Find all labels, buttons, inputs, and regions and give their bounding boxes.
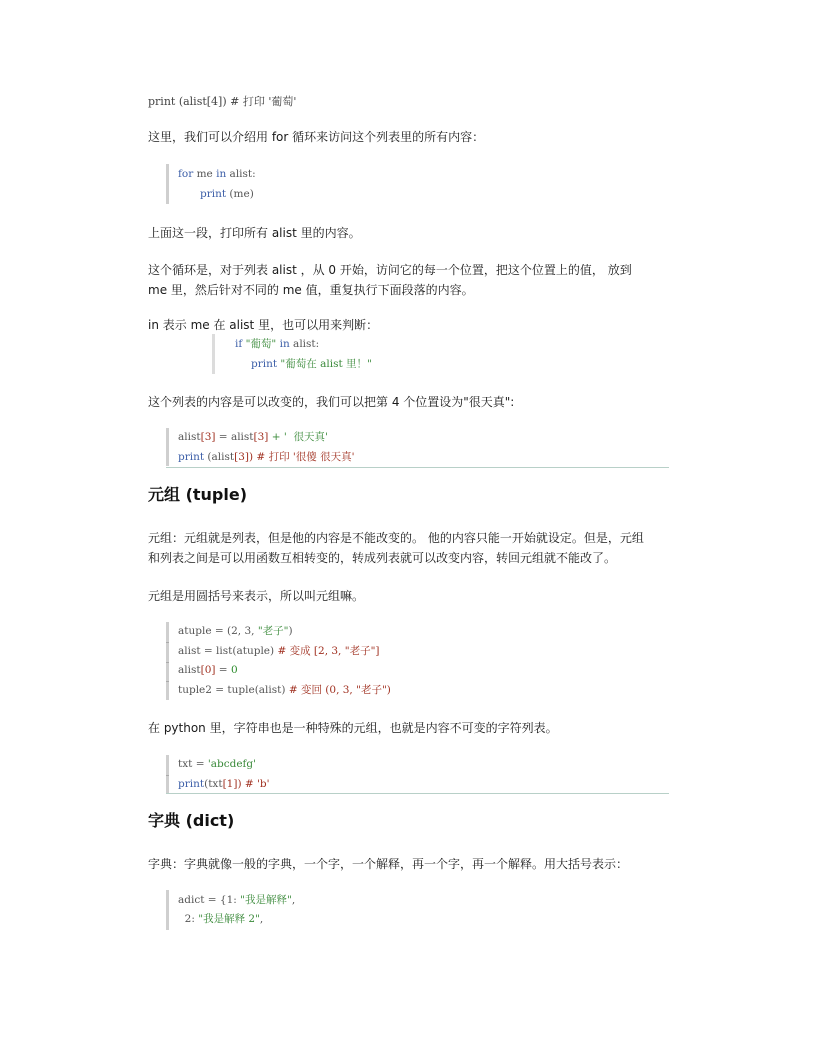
- paragraph-tuple-line-3: 元组是用圆括号来表示，所以叫元组嘛。: [148, 589, 365, 603]
- code-index: [1]: [222, 778, 238, 790]
- keyword-for: for: [178, 168, 194, 180]
- paragraph-string: 在 python 里，字符串也是一种特殊的元组，也就是内容不可变的字符列表。: [148, 721, 558, 735]
- heading-dict: 字典 (dict): [148, 811, 235, 830]
- code-token: alist:: [226, 168, 256, 180]
- code-line: [178, 777, 270, 791]
- keyword-print: print: [178, 451, 205, 463]
- keyword-print: print: [200, 188, 227, 200]
- code-line: [251, 357, 372, 371]
- keyword-in: in: [279, 338, 290, 350]
- code-token: alist: [178, 664, 201, 676]
- paragraph-change: 这个列表的内容是可以改变的，我们可以把第 4 个位置设为"很天真":: [148, 395, 515, 409]
- paragraph-for-intro: 这里，我们可以介绍用 for 循环来访问这个列表里的所有内容：: [148, 130, 485, 144]
- code-line: [235, 337, 319, 351]
- code-token: adict = {1:: [178, 894, 241, 906]
- paragraph-print-all: 上面这一段，打印所有 alist 里的内容。: [148, 226, 361, 240]
- code-line: [178, 624, 293, 638]
- code-line: [178, 893, 295, 907]
- code-line: [178, 450, 355, 464]
- paragraph-tuple-line-2: 和列表之间是可以用函数互相转变的，转成列表就可以改变内容，转回元组就不能改了。: [148, 551, 617, 565]
- code-line: [178, 430, 328, 444]
- string-literal: 'abcdefg': [207, 758, 257, 770]
- code-line: [178, 683, 391, 697]
- code-token: alist = list(atuple): [178, 645, 278, 657]
- code-block-dict: [166, 890, 296, 930]
- code-line: [200, 187, 254, 201]
- code-token: ,: [291, 894, 296, 906]
- code-token: me: [193, 168, 217, 180]
- code-block-string: [166, 755, 270, 793]
- code-block-tuple: [166, 622, 391, 700]
- string-literal: "我是解释": [240, 894, 292, 906]
- code-index: [0]: [200, 664, 216, 676]
- keyword-if: if: [235, 338, 243, 350]
- keyword-in: in: [216, 168, 227, 180]
- code-line-marker: [166, 775, 169, 776]
- code-token: atuple = (2, 3,: [178, 625, 258, 637]
- code-token: ,: [259, 913, 264, 925]
- code-token: txt =: [178, 758, 208, 770]
- code-block-if: [212, 334, 372, 374]
- string-literal: "我是解释 2": [198, 913, 260, 925]
- heading-tuple: 元组 (tuple): [148, 485, 248, 504]
- code-index: [3]: [200, 431, 216, 443]
- code-token: (alist: [204, 451, 235, 463]
- code-line-print-alist4: print (alist[4]) # 打印 '葡萄': [148, 95, 297, 108]
- keyword-print: print: [178, 778, 205, 790]
- code-line: [178, 644, 380, 658]
- code-line-marker: [166, 681, 169, 682]
- code-token: = alist: [215, 431, 254, 443]
- string-literal: "老子": [257, 625, 289, 637]
- code-line-marker: [166, 642, 169, 643]
- paragraph-tuple-line-1: 元组：元组就是列表，但是他的内容是不能改变的。 他的内容只能一开始就设定。但是，元组: [148, 531, 644, 545]
- code-index: [3]: [234, 451, 249, 463]
- code-token: =: [215, 664, 231, 676]
- divider: [166, 793, 669, 794]
- code-block-for: [166, 164, 256, 204]
- string-literal: "葡萄": [242, 338, 280, 350]
- number-literal: 0: [230, 664, 238, 676]
- paragraph-dict: 字典：字典就像一般的字典，一个字，一个解释，再一个字，再一个解释。用大括号表示：: [148, 857, 629, 871]
- code-line-marker: [166, 662, 169, 663]
- code-token: tuple2 = tuple(alist): [178, 684, 289, 696]
- string-literal: "葡萄在 alist 里！": [277, 358, 372, 370]
- code-token: alist: [178, 431, 201, 443]
- code-token: ): [288, 625, 293, 637]
- code-token: alist:: [289, 338, 320, 350]
- code-block-change: [166, 428, 355, 466]
- code-comment: # 变回 (0, 3, "老子"): [288, 684, 391, 696]
- divider: [166, 467, 669, 468]
- string-literal: + ' 很天真': [268, 431, 328, 443]
- code-index: [3]: [253, 431, 269, 443]
- code-line: [178, 167, 256, 181]
- code-comment: # 变成 [2, 3, "老子"]: [277, 645, 380, 657]
- code-line: [178, 912, 263, 926]
- paragraph-loop-line-1: 这个循环是，对于列表 alist ，从 0 开始，访问它的每一个位置，把这个位置上的值， 放到: [148, 263, 632, 277]
- code-line: [178, 663, 238, 677]
- paragraph-loop-line-2: me 里，然后针对不同的 me 值，重复执行下面段落的内容。: [148, 283, 474, 297]
- code-line: [178, 757, 256, 771]
- code-token: 2:: [178, 913, 199, 925]
- paragraph-in: in 表示 me 在 alist 里，也可以用来判断：: [148, 318, 379, 332]
- code-comment: ) # 打印 '很傻 很天真': [249, 451, 355, 463]
- code-comment: ) # 'b': [237, 778, 270, 790]
- keyword-print: print: [251, 358, 278, 370]
- code-token: (txt: [204, 778, 223, 790]
- code-token: (me): [226, 188, 254, 200]
